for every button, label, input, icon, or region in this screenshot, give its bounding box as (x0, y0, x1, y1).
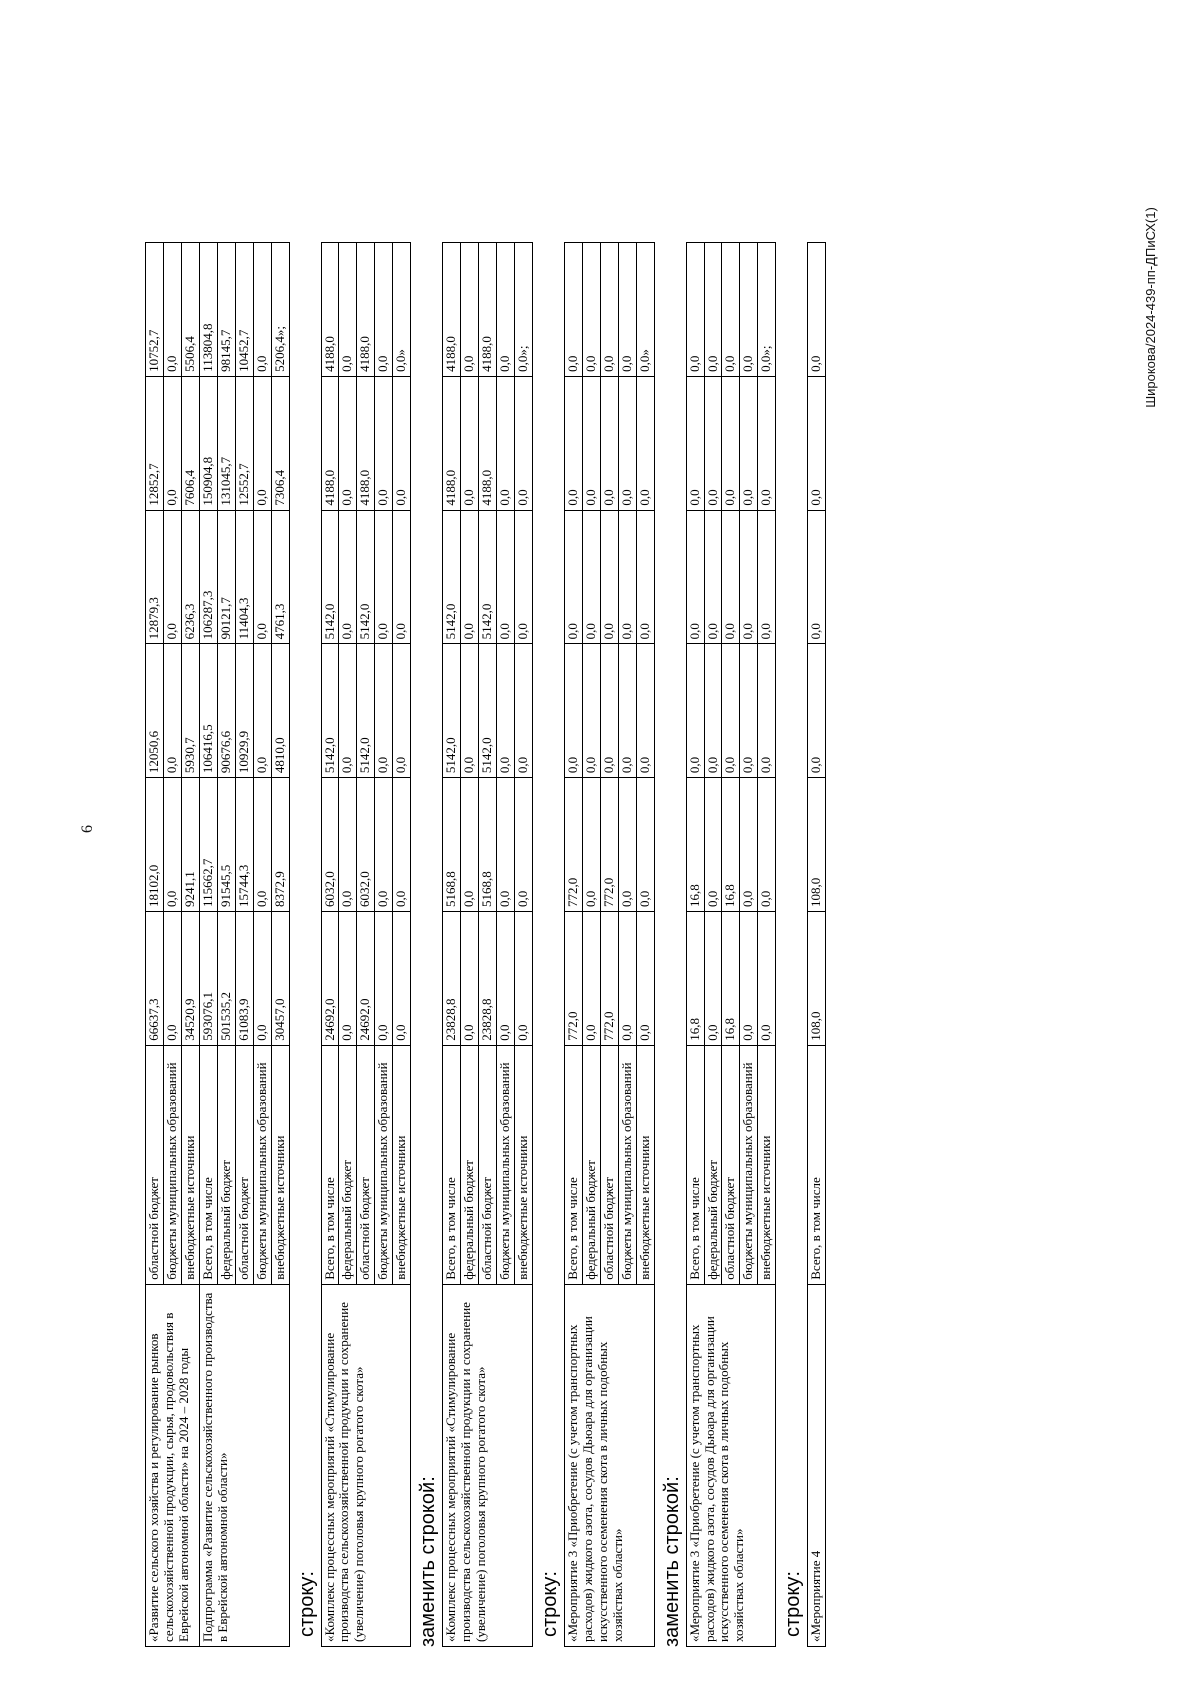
amount-cell: 12552,7 (235, 376, 253, 510)
funding-source-cell: федеральный бюджет (582, 1045, 600, 1284)
amount-cell: 10929,9 (235, 644, 253, 778)
table-row (199, 243, 217, 1647)
amount-cell: 0,0 (636, 376, 654, 510)
funding-source-cell: Всего, в том числе (199, 1045, 217, 1284)
amount-cell: 0,0 (722, 376, 740, 510)
table-row (686, 243, 704, 1647)
amount-cell: 0,0 (740, 376, 758, 510)
table-row (808, 243, 826, 1647)
program-name-cell: Подпрограмма «Развитие сельскохозяйственного производства в Еврейской автономной области» (199, 1284, 289, 1646)
funding-source-cell: Всего, в том числе (443, 1045, 461, 1284)
amount-cell: 12050,6 (146, 644, 164, 778)
section-heading: заменить строкой: (660, 1476, 683, 1647)
amount-cell: 113804,8 (199, 243, 217, 377)
amount-cell: 0,0 (564, 376, 582, 510)
section-heading: строку: (538, 1571, 561, 1637)
amount-cell: 5142,0 (479, 510, 497, 644)
funding-source-cell: областной бюджет (357, 1045, 375, 1284)
amount-cell: 4188,0 (479, 243, 497, 377)
amount-cell: 108,0 (808, 911, 826, 1045)
amount-cell: 0,0 (375, 778, 393, 912)
amount-cell: 0,0 (618, 911, 636, 1045)
amount-cell: 30457,0 (271, 911, 289, 1045)
amount-cell: 0,0 (339, 644, 357, 778)
amount-cell: 0,0 (808, 644, 826, 778)
amount-cell: 5142,0 (321, 644, 339, 778)
amount-cell: 0,0 (722, 644, 740, 778)
amount-cell: 0,0 (808, 510, 826, 644)
amount-cell: 5206,4»; (271, 243, 289, 377)
amount-cell: 0,0 (808, 243, 826, 377)
page-number: 6 (79, 825, 96, 833)
amount-cell: 4188,0 (443, 376, 461, 510)
amount-cell: 0,0 (497, 911, 515, 1045)
amount-cell: 0,0 (704, 778, 722, 912)
amount-cell: 0,0 (497, 243, 515, 377)
amount-cell: 0,0 (808, 376, 826, 510)
amount-cell: 0,0 (758, 911, 776, 1045)
amount-cell: 0,0 (564, 644, 582, 778)
amount-cell: 98145,7 (217, 243, 235, 377)
amount-cell: 66637,3 (146, 911, 164, 1045)
amount-cell: 24692,0 (357, 911, 375, 1045)
amount-cell: 11404,3 (235, 510, 253, 644)
amount-cell: 0,0» (393, 243, 411, 377)
amount-cell: 8372,9 (271, 778, 289, 912)
amount-cell: 0,0 (618, 778, 636, 912)
section-heading: строку: (295, 1571, 318, 1637)
amount-cell: 0,0 (740, 510, 758, 644)
amount-cell: 0,0 (514, 510, 532, 644)
amount-cell: 0,0 (253, 376, 271, 510)
funding-source-cell: бюджеты муниципальных образований (163, 1045, 181, 1284)
amount-cell: 0,0 (375, 510, 393, 644)
amount-cell: 0,0 (758, 510, 776, 644)
amount-cell: 4188,0 (321, 243, 339, 377)
amount-cell: 0,0 (253, 911, 271, 1045)
amount-cell: 0,0» (636, 243, 654, 377)
amount-cell: 0,0 (582, 644, 600, 778)
funding-table (321, 242, 412, 1647)
budget-tables (145, 107, 1005, 1647)
amount-cell: 4188,0 (443, 243, 461, 377)
amount-cell: 15744,3 (235, 778, 253, 912)
amount-cell: 10452,7 (235, 243, 253, 377)
amount-cell: 0,0 (497, 376, 515, 510)
funding-source-cell: областной бюджет (600, 1045, 618, 1284)
amount-cell: 9241,1 (181, 778, 199, 912)
amount-cell: 0,0 (514, 376, 532, 510)
amount-cell: 0,0 (758, 644, 776, 778)
amount-cell: 6032,0 (321, 778, 339, 912)
amount-cell: 4188,0 (357, 243, 375, 377)
amount-cell: 0,0 (461, 778, 479, 912)
amount-cell: 0,0 (636, 510, 654, 644)
funding-source-cell: внебюджетные источники (514, 1045, 532, 1284)
funding-source-cell: федеральный бюджет (217, 1045, 235, 1284)
amount-cell: 593076,1 (199, 911, 217, 1045)
funding-table (564, 242, 655, 1647)
amount-cell: 0,0 (740, 644, 758, 778)
amount-cell: 5142,0 (443, 644, 461, 778)
amount-cell: 0,0 (497, 510, 515, 644)
amount-cell: 0,0 (163, 911, 181, 1045)
amount-cell: 12879,3 (146, 510, 164, 644)
amount-cell: 0,0 (163, 243, 181, 377)
amount-cell: 772,0 (600, 778, 618, 912)
amount-cell: 0,0 (618, 644, 636, 778)
amount-cell: 0,0 (253, 644, 271, 778)
amount-cell: 0,0 (636, 778, 654, 912)
amount-cell: 0,0 (339, 243, 357, 377)
amount-cell: 131045,7 (217, 376, 235, 510)
amount-cell: 18102,0 (146, 778, 164, 912)
amount-cell: 0,0 (253, 510, 271, 644)
amount-cell: 4810,0 (271, 644, 289, 778)
amount-cell: 90121,7 (217, 510, 235, 644)
funding-source-cell: Всего, в том числе (321, 1045, 339, 1284)
amount-cell: 150904,8 (199, 376, 217, 510)
amount-cell: 0,0 (686, 376, 704, 510)
funding-source-cell: федеральный бюджет (704, 1045, 722, 1284)
amount-cell: 0,0 (758, 376, 776, 510)
program-name-cell: «Мероприятие 3 «Приобретение (с учетом транспортных расходов) жидкого азота, сосудов Дьюара для организации искусственного осеменения скота в личных подобных хозяйствах области» (564, 1284, 654, 1646)
amount-cell: 0,0 (686, 644, 704, 778)
funding-table (442, 242, 533, 1647)
amount-cell: 0,0 (564, 243, 582, 377)
amount-cell: 0,0 (704, 644, 722, 778)
amount-cell: 0,0 (564, 510, 582, 644)
amount-cell: 0,0 (393, 911, 411, 1045)
amount-cell: 5142,0 (357, 644, 375, 778)
amount-cell: 90676,6 (217, 644, 235, 778)
amount-cell: 5142,0 (357, 510, 375, 644)
amount-cell: 0,0 (393, 376, 411, 510)
amount-cell: 0,0 (582, 510, 600, 644)
funding-source-cell: федеральный бюджет (339, 1045, 357, 1284)
amount-cell: 0,0 (461, 243, 479, 377)
amount-cell: 0,0 (740, 911, 758, 1045)
amount-cell: 0,0 (339, 376, 357, 510)
funding-source-cell: Всего, в том числе (808, 1045, 826, 1284)
table-row (146, 243, 164, 1647)
amount-cell: 0,0 (375, 243, 393, 377)
amount-cell: 91545,5 (217, 778, 235, 912)
funding-source-cell: внебюджетные источники (181, 1045, 199, 1284)
amount-cell: 5142,0 (321, 510, 339, 644)
amount-cell: 6236,3 (181, 510, 199, 644)
funding-source-cell: бюджеты муниципальных образований (253, 1045, 271, 1284)
amount-cell: 0,0 (375, 644, 393, 778)
section-heading: строку: (782, 1571, 805, 1637)
amount-cell: 10752,7 (146, 243, 164, 377)
amount-cell: 0,0 (253, 243, 271, 377)
amount-cell: 5168,8 (443, 778, 461, 912)
amount-cell: 0,0 (375, 911, 393, 1045)
funding-source-cell: федеральный бюджет (461, 1045, 479, 1284)
funding-source-cell: внебюджетные источники (393, 1045, 411, 1284)
amount-cell: 0,0 (163, 510, 181, 644)
section-heading: заменить строкой: (417, 1476, 440, 1647)
amount-cell: 4188,0 (357, 376, 375, 510)
amount-cell: 0,0 (375, 376, 393, 510)
amount-cell: 0,0 (339, 911, 357, 1045)
program-name-cell: «Мероприятие 3 «Приобретение (с учетом транспортных расходов) жидкого азота, сосудов Дьюара для организации искусственного осеменения скота в личных подобных хозяйствах области» (686, 1284, 776, 1646)
amount-cell: 0,0 (461, 376, 479, 510)
document-footer: Широкова/2024-439-пп-ДПиСХ(1) (1142, 207, 1158, 408)
amount-cell: 0,0 (339, 778, 357, 912)
funding-source-cell: Всего, в том числе (686, 1045, 704, 1284)
amount-cell: 0,0 (600, 644, 618, 778)
amount-cell: 0,0»; (514, 243, 532, 377)
amount-cell: 501535,2 (217, 911, 235, 1045)
funding-source-cell: областной бюджет (479, 1045, 497, 1284)
funding-source-cell: областной бюджет (722, 1045, 740, 1284)
funding-source-cell: бюджеты муниципальных образований (375, 1045, 393, 1284)
amount-cell: 0,0 (618, 376, 636, 510)
funding-source-cell: внебюджетные источники (271, 1045, 289, 1284)
funding-source-cell: областной бюджет (146, 1045, 164, 1284)
amount-cell: 5930,7 (181, 644, 199, 778)
amount-cell: 4188,0 (321, 376, 339, 510)
amount-cell: 4188,0 (479, 376, 497, 510)
amount-cell: 0,0 (600, 376, 618, 510)
amount-cell: 4761,3 (271, 510, 289, 644)
amount-cell: 0,0 (582, 243, 600, 377)
amount-cell: 0,0 (497, 778, 515, 912)
amount-cell: 772,0 (600, 911, 618, 1045)
amount-cell: 0,0 (722, 243, 740, 377)
amount-cell: 0,0 (582, 911, 600, 1045)
amount-cell: 5142,0 (443, 510, 461, 644)
program-name-cell: «Комплекс процессных мероприятий «Стимулирование производства сельскохозяйственной продукции и сохранение (увеличение) поголовья крупного рогатого скота» (321, 1284, 411, 1646)
amount-cell: 0,0 (461, 644, 479, 778)
amount-cell: 115662,7 (199, 778, 217, 912)
amount-cell: 0,0 (339, 510, 357, 644)
amount-cell: 0,0 (636, 644, 654, 778)
amount-cell: 0,0 (686, 510, 704, 644)
funding-source-cell: Всего, в том числе (564, 1045, 582, 1284)
funding-table (807, 242, 826, 1647)
amount-cell: 0,0 (253, 778, 271, 912)
amount-cell: 772,0 (564, 911, 582, 1045)
table-row (321, 243, 339, 1647)
amount-cell: 0,0 (600, 243, 618, 377)
amount-cell: 106416,5 (199, 644, 217, 778)
table-row (564, 243, 582, 1647)
amount-cell: 0,0 (163, 644, 181, 778)
amount-cell: 772,0 (564, 778, 582, 912)
funding-source-cell: внебюджетные источники (636, 1045, 654, 1284)
amount-cell: 5142,0 (479, 644, 497, 778)
amount-cell: 5168,8 (479, 778, 497, 912)
amount-cell: 23828,8 (443, 911, 461, 1045)
amount-cell: 0,0 (704, 376, 722, 510)
funding-source-cell: областной бюджет (235, 1045, 253, 1284)
amount-cell: 16,8 (686, 778, 704, 912)
amount-cell: 16,8 (686, 911, 704, 1045)
amount-cell: 0,0 (514, 778, 532, 912)
amount-cell: 16,8 (722, 778, 740, 912)
amount-cell: 106287,3 (199, 510, 217, 644)
amount-cell: 0,0 (704, 911, 722, 1045)
funding-table (686, 242, 777, 1647)
amount-cell: 24692,0 (321, 911, 339, 1045)
amount-cell: 0,0 (497, 644, 515, 778)
funding-source-cell: внебюджетные источники (758, 1045, 776, 1284)
funding-table (145, 242, 290, 1647)
funding-source-cell: бюджеты муниципальных образований (497, 1045, 515, 1284)
amount-cell: 108,0 (808, 778, 826, 912)
amount-cell: 0,0 (600, 510, 618, 644)
amount-cell: 0,0 (704, 510, 722, 644)
amount-cell: 0,0 (758, 778, 776, 912)
amount-cell: 61083,9 (235, 911, 253, 1045)
amount-cell: 0,0 (393, 510, 411, 644)
amount-cell: 34520,9 (181, 911, 199, 1045)
amount-cell: 0,0 (514, 644, 532, 778)
amount-cell: 5506,4 (181, 243, 199, 377)
amount-cell: 0,0 (618, 510, 636, 644)
amount-cell: 23828,8 (479, 911, 497, 1045)
amount-cell: 0,0 (740, 243, 758, 377)
amount-cell: 0,0 (461, 911, 479, 1045)
funding-source-cell: бюджеты муниципальных образований (618, 1045, 636, 1284)
amount-cell: 0,0 (514, 911, 532, 1045)
amount-cell: 0,0 (163, 778, 181, 912)
program-name-cell: «Развитие сельского хозяйства и регулирование рынков сельскохозяйственной продукции, сырья, продовольствия в Еврейской автономной области» на 2024 – 2028 годы (146, 1284, 200, 1646)
amount-cell: 7606,4 (181, 376, 199, 510)
amount-cell: 0,0 (704, 243, 722, 377)
amount-cell: 0,0 (582, 376, 600, 510)
table-row (443, 243, 461, 1647)
amount-cell: 0,0 (618, 243, 636, 377)
program-name-cell: «Мероприятие 4 (808, 1284, 826, 1646)
amount-cell: 0,0 (636, 911, 654, 1045)
amount-cell: 12852,7 (146, 376, 164, 510)
amount-cell: 16,8 (722, 911, 740, 1045)
amount-cell: 0,0 (722, 510, 740, 644)
amount-cell: 0,0 (740, 778, 758, 912)
amount-cell: 6032,0 (357, 778, 375, 912)
amount-cell: 0,0 (461, 510, 479, 644)
amount-cell: 0,0 (393, 644, 411, 778)
amount-cell: 0,0»; (758, 243, 776, 377)
amount-cell: 7306,4 (271, 376, 289, 510)
amount-cell: 0,0 (393, 778, 411, 912)
program-name-cell: «Комплекс процессных мероприятий «Стимулирование производства сельскохозяйственной продукции и сохранение (увеличение) поголовья крупного рогатого скота» (443, 1284, 533, 1646)
amount-cell: 0,0 (163, 376, 181, 510)
amount-cell: 0,0 (686, 243, 704, 377)
funding-source-cell: бюджеты муниципальных образований (740, 1045, 758, 1284)
amount-cell: 0,0 (582, 778, 600, 912)
